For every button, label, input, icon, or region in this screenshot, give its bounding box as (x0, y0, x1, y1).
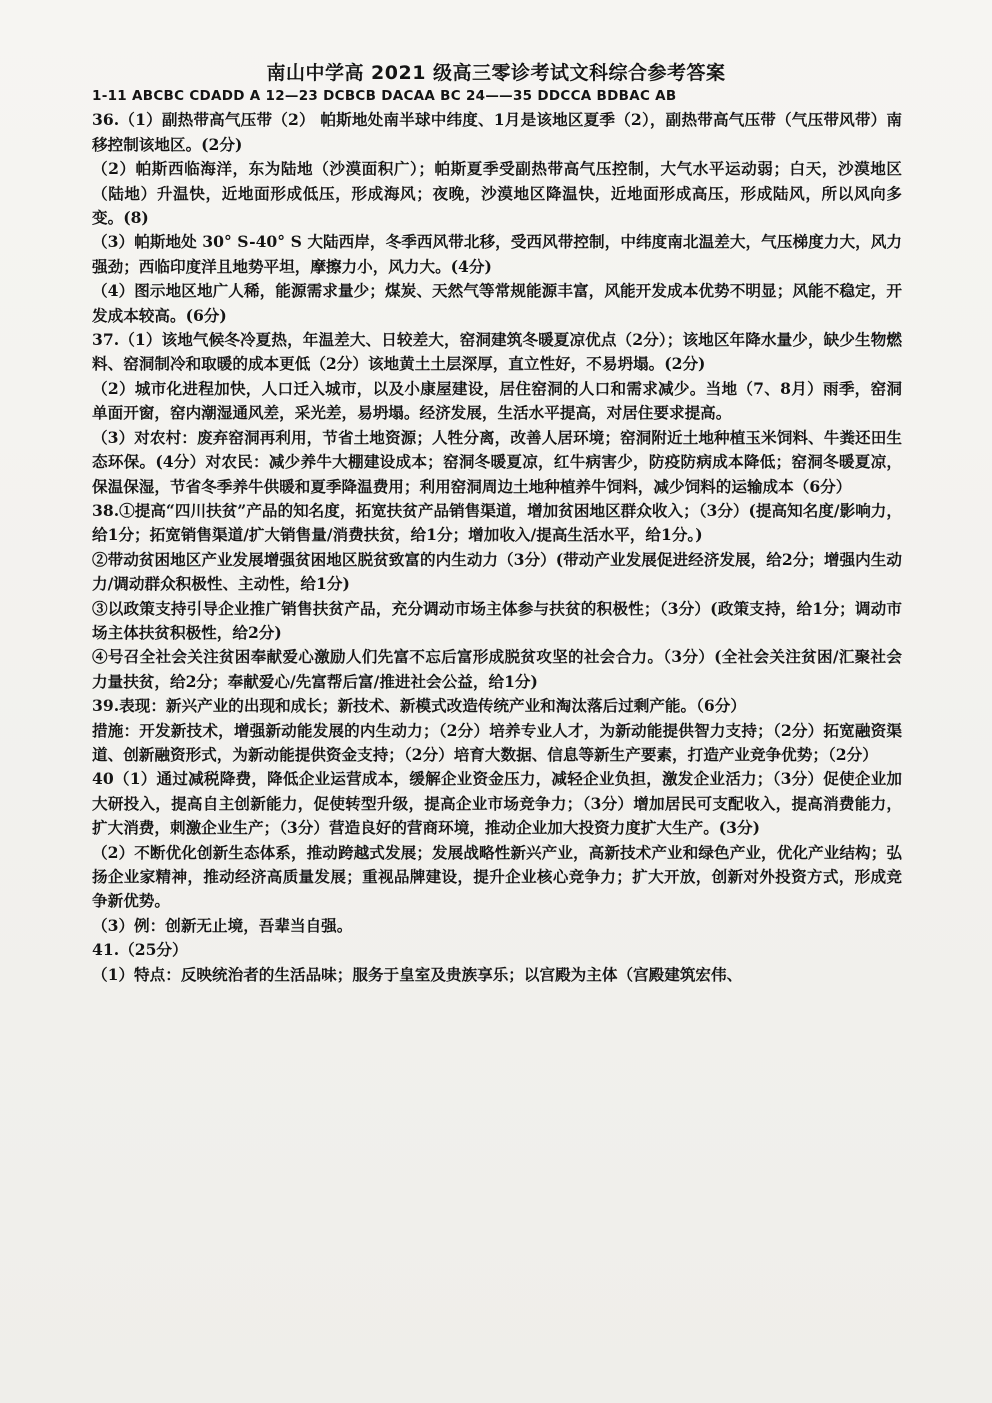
answer-paragraph: 36.（1）副热带高气压带（2） 帕斯地处南半球中纬度、1月是该地区夏季（2），副热带高气压带（气压带风带）南移控制该地区。(2分) (92, 110, 902, 154)
answer-paragraph: （3）帕斯地处 30° S-40° S 大陆西岸，冬季西风带北移，受西风带控制，中纬度南北温差大，气压梯度力大，风力强劲；西临印度洋且地势平坦，摩擦力小，风力大。(4分) (92, 232, 902, 276)
answer-paragraph: （3）例：创新无止境，吾辈当自强。 (92, 915, 353, 935)
answer-paragraph: （2）帕斯西临海洋，东为陆地（沙漠面积广）；帕斯夏季受副热带高气压控制，大气水平运动弱；白天，沙漠地区（陆地）升温快，近地面形成低压，形成海风；夜晚，沙漠地区降温快，近地面形成高压，形成陆风，所以风向多变。(8) (92, 159, 902, 228)
answer-paragraph: （2）城市化进程加快，人口迁入城市，以及小康屋建设，居住窑洞的人口和需求减少。当地（7、8月）雨季，窑洞单面开窗，窑内潮湿通风差，采光差，易坍塌。经济发展，生活水平提高，对居住要求提高。 (92, 378, 902, 423)
answer-paragraph: 37.（1）该地气候冬冷夏热，年温差大、日较差大，窑洞建筑冬暖夏凉优点（2分）；该地区年降水量少，缺少生物燃料、窑洞制冷和取暖的成本更低（2分）该地黄土土层深厚，直立性好，不易坍塌。(2分) (92, 330, 902, 374)
answer-paragraph: 措施：开发新技术，增强新动能发展的内生动力；（2分）培养专业人才，为新动能提供智力支持；（2分）拓宽融资渠道、创新融资形式，为新动能提供资金支持；（2分）培育大数据、信息等新生产要素，打造产业竞争优势；（2分） (92, 720, 902, 764)
answer-paragraph: （2）不断优化创新生态体系，推动跨越式发展；发展战略性新兴产业，高新技术产业和绿色产业，优化产业结构；弘扬企业家精神，推动经济高质量发展；重视品牌建设，提升企业核心竞争力；扩大开放，创新对外投资方式，形成竞争新优势。 (92, 842, 902, 911)
multiple-choice-answers: 1-11 ABCBC CDADD A 12—23 DCBCB DACAA BC 24——35 DDCCA BDBAC AB (92, 88, 677, 104)
document-title: 南山中学高 2021 级高三零诊考试文科综合参考答案 (266, 62, 726, 84)
answer-paragraph: （3）对农村：废弃窑洞再利用，节省土地资源；人牲分离，改善人居环境；窑洞附近土地种植玉米饲料、牛粪还田生态环保。(4分）对农民：减少养牛大棚建设成本；窑洞冬暖夏凉，红牛病害少，防疫防病成本降低；窑洞冬暖夏凉，保温保湿，节省冬季养牛供暖和夏季降温费用；利用窑洞周边土地种植养牛饲料，减少饲料的运输成本（6分） (92, 427, 902, 496)
answer-paragraph: 38.①提高“四川扶贫”产品的知名度，拓宽扶贫产品销售渠道，增加贫困地区群众收入；（3分）(提高知名度/影响力，给1分；拓宽销售渠道/扩大销售量/消费扶贫，给1分；增加收入/提高生活水平，给1分。) (92, 500, 902, 545)
answer-paragraph: （1）特点：反映统治者的生活品味；服务于皇室及贵族享乐；以宫殿为主体（宫殿建筑宏伟、 (92, 964, 743, 984)
answer-paragraph: ④号召全社会关注贫困奉献爱心激励人们先富不忘后富形成脱贫攻坚的社会合力。（3分）(全社会关注贫困/汇聚社会力量扶贫，给2分；奉献爱心/先富帮后富/推进社会公益，给1分) (92, 647, 902, 691)
answer-paragraph: （4）图示地区地广人稀，能源需求量少；煤炭、天然气等常规能源丰富，风能开发成本优势不明显；风能不稳定，开发成本较高。(6分) (92, 281, 902, 325)
answer-paragraph: 40（1）通过减税降费，降低企业运营成本，缓解企业资金压力，减轻企业负担，激发企业活力；（3分）促使企业加大研投入，提高自主创新能力，促使转型升级，提高企业市场竞争力；（3分）增加居民可支配收入，提高消费能力，扩大消费，刺激企业生产；（3分）营造良好的营商环境，推动企业加大投资力度扩大生产。(3分) (92, 769, 902, 838)
answer-body (92, 84, 902, 987)
answer-paragraph: ②带动贫困地区产业发展增强贫困地区脱贫致富的内生动力（3分）(带动产业发展促进经济发展，给2分；增强内生动力/调动群众积极性、主动性，给1分) (92, 549, 902, 594)
answer-paragraph: ③以政策支持引导企业推广销售扶贫产品，充分调动市场主体参与扶贫的积极性；（3分）(政策支持，给1分；调动市场主体扶贫积极性，给2分) (92, 598, 902, 642)
answer-paragraph: 41.（25分） (92, 940, 188, 960)
answer-paragraph: 39.表现：新兴产业的出现和成长；新技术、新模式改造传统产业和淘汰落后过剩产能。（6分） (92, 696, 746, 716)
